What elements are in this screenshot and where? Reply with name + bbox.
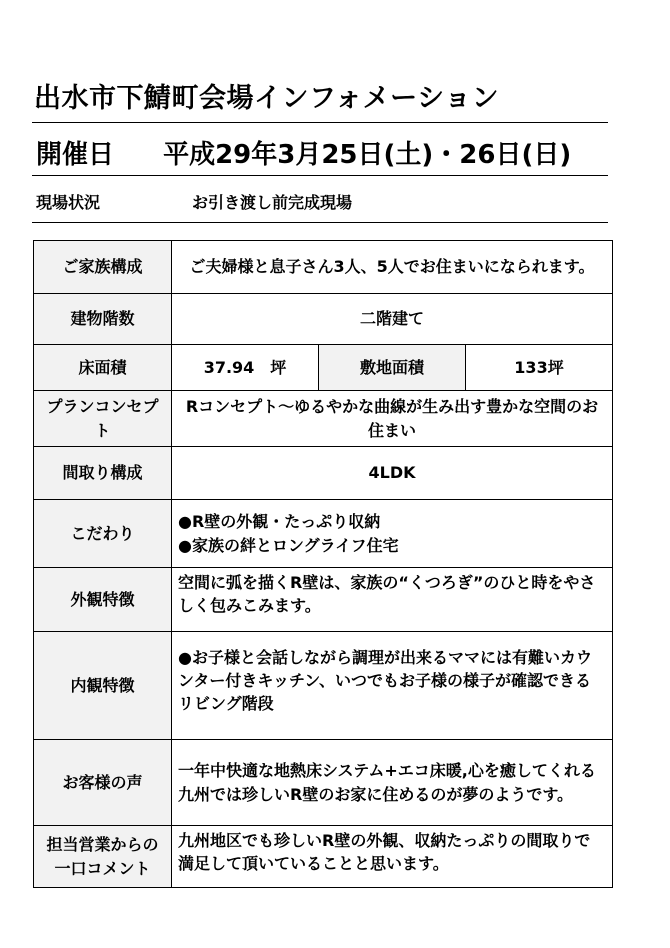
family-label: ご家族構成 — [34, 241, 172, 294]
floors-value: 二階建て — [172, 294, 613, 345]
layout-label: 間取り構成 — [34, 447, 172, 500]
status-value: お引き渡し前完成現場 — [192, 193, 353, 212]
kodawari-value — [172, 500, 613, 568]
exterior-value: 空間に弧を描くR壁は、家族の“くつろぎ”のひと時をやさしく包みこみます。 — [172, 568, 613, 632]
exterior-label: 外観特徴 — [34, 568, 172, 632]
floor-area-label: 床面積 — [34, 345, 172, 391]
info-table — [33, 240, 613, 888]
divider — [32, 122, 608, 123]
kodawari-line: ●R壁の外観・たっぷり収納 — [178, 512, 381, 532]
interior-value: ●お子様と会話しながら調理が出来るママには有難いカウンター付きキッチン、いつでもお子様の様子が確認できるリビング階段 — [172, 632, 613, 740]
site-area-value: 133坪 — [466, 345, 613, 391]
comment-label: 担当営業からの一口コメント — [34, 826, 172, 888]
table-row — [34, 345, 613, 391]
site-area-label: 敷地面積 — [319, 345, 466, 391]
kodawari-label: こだわり — [34, 500, 172, 568]
page-title: 出水市下鯖町会場インフォメーション — [34, 83, 500, 114]
concept-label: プランコンセプト — [34, 391, 172, 447]
table-row — [34, 500, 613, 568]
event-date — [36, 134, 571, 171]
voice-value: 一年中快適な地熱床システム+エコ床暖,心を癒してくれる九州では珍しいR壁のお家に住めるのが夢のようです。 — [172, 740, 613, 826]
table-row — [34, 447, 613, 500]
voice-label: お客様の声 — [34, 740, 172, 826]
table-row — [34, 826, 613, 888]
floor-area-value: 37.94 坪 — [172, 345, 319, 391]
table-row — [34, 294, 613, 345]
table-row — [34, 740, 613, 826]
layout-value: 4LDK — [172, 447, 613, 500]
table-row — [34, 632, 613, 740]
family-value: ご夫婦様と息子さん3人、5人でお住まいになられます。 — [172, 241, 613, 294]
kodawari-line: ●家族の絆とロングライフ住宅 — [178, 535, 399, 555]
status-label: 現場状況 — [36, 193, 101, 212]
divider — [32, 175, 608, 176]
date-label: 開催日 — [36, 140, 115, 170]
interior-label: 内観特徴 — [34, 632, 172, 740]
table-row — [34, 241, 613, 294]
table-row — [34, 391, 613, 447]
table-row — [34, 568, 613, 632]
comment-value: 九州地区でも珍しいR壁の外観、収納たっぷりの間取りで満足して頂いていることと思います。 — [172, 826, 613, 888]
date-value: 平成29年3月25日(土)・26日(日) — [163, 140, 572, 170]
concept-value: Rコンセプト～ゆるやかな曲線が生み出す豊かな空間のお住まい — [172, 391, 613, 447]
divider — [32, 222, 608, 223]
floors-label: 建物階数 — [34, 294, 172, 345]
